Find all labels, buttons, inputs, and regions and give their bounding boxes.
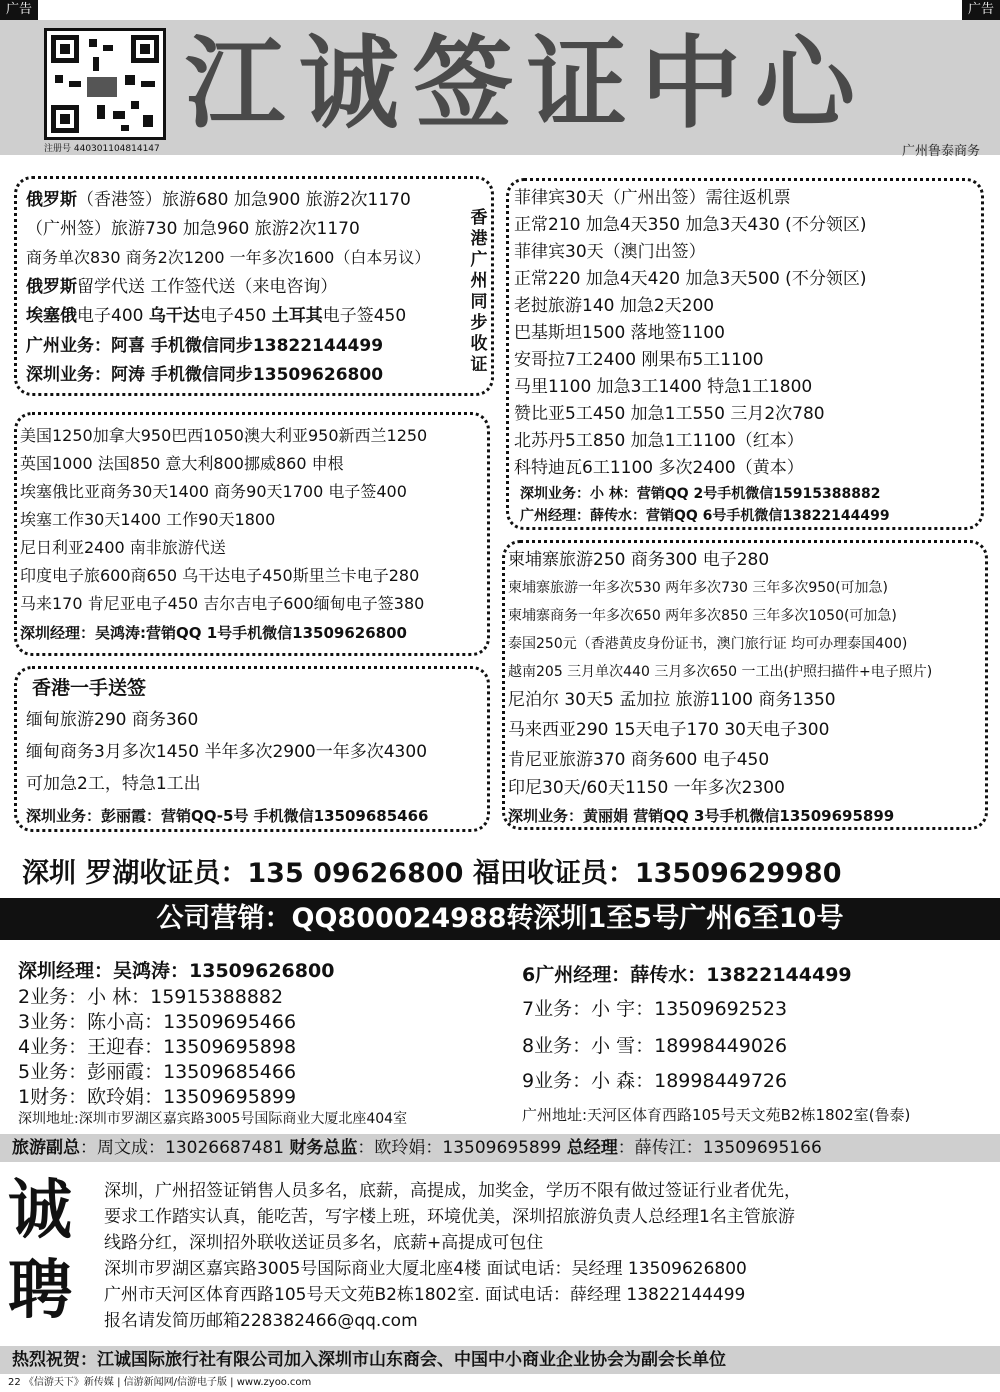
page-subtitle: 广州鲁泰商务 xyxy=(901,144,980,159)
qr-code-icon xyxy=(44,28,166,140)
sz-staff-item: 5业务：彭丽霞：13509685466 xyxy=(18,1061,297,1083)
box1-line: （广州签）旅游730 加急960 旅游2次1170 xyxy=(26,219,360,239)
box4-line: 正常220 加急4天420 加急3天500 (不分领区) xyxy=(514,269,867,289)
box5-line: 肯尼亚旅游370 商务600 电子450 xyxy=(508,750,770,770)
box4-line: 赞比亚5工450 加急1工550 三月2次780 xyxy=(514,404,825,424)
sz-staff-item: 4业务：王迎春：13509695898 xyxy=(18,1036,297,1058)
recruit-char-2: 聘 xyxy=(8,1254,72,1328)
collectors-line: 深圳 罗湖收证员：135 09626800 福田收证员：13509629980 xyxy=(22,858,842,889)
visa-list-box xyxy=(14,412,490,656)
box4-line: 正常210 加急4天350 加急3天430 (不分领区) xyxy=(514,215,867,235)
gz-staff-item: 9业务：小 森：18998449726 xyxy=(522,1070,788,1092)
exec-line: 旅游副总：周文成：13026687481 财务总监：欧玲娟：13509695899 总经理：薛传江：13509695166 xyxy=(12,1138,822,1158)
box1-line: 俄罗斯（香港签）旅游680 加急900 旅游2次1170 xyxy=(26,190,411,210)
box1-line: 俄罗斯留学代送 工作签代送（来电咨询） xyxy=(26,277,338,297)
box4-line: 马里1100 加急3工1400 特急1工1800 xyxy=(514,377,813,397)
recruit-email: 报名请发简历邮箱228382466@qq.com xyxy=(104,1311,418,1331)
box3-line: 缅甸旅游290 商务360 xyxy=(26,710,199,730)
congrats-line: 热烈祝贺：江诚国际旅行社有限公司加入深圳市山东商会、中国中小商业企业协会为副会长单位 xyxy=(12,1350,726,1370)
box5-line: 柬埔寨商务一年多次650 两年多次850 三年多次1050(可加急) xyxy=(508,608,897,624)
box1-contact-shenzhen: 深圳业务：阿涛 手机微信同步13509626800 xyxy=(26,365,384,385)
box4-line: 科特迪瓦6工1100 多次2400（黄本） xyxy=(514,458,804,478)
box5-line: 越南205 三月单次440 三月多次650 一工出(护照扫描件+电子照片) xyxy=(508,664,933,680)
box4-line: 巴基斯坦1500 落地签1100 xyxy=(514,323,725,343)
box5-line: 印尼30天/60天1150 一年多次2300 xyxy=(508,778,785,798)
ad-label-left: 广告 xyxy=(0,0,38,20)
sz-staff-item: 1财务：欧玲娟：13509695899 xyxy=(18,1086,297,1108)
box2-line: 尼日利亚2400 南非旅游代送 xyxy=(20,538,226,557)
registration-number: 注册号 440301104814147 xyxy=(44,144,160,154)
footer: 22 《信游天下》新传媒 | 信游新闻网/信游电子版 | www.zyoo.com xyxy=(8,1377,312,1388)
gz-staff-item: 8业务：小 雪：18998449026 xyxy=(522,1035,788,1057)
box4-line: 菲律宾30天（澳门出签） xyxy=(514,242,706,262)
box4-line: 菲律宾30天（广州出签）需往返机票 xyxy=(514,188,791,208)
box1-line: 埃塞俄电子400 乌干达电子450 土耳其电子签450 xyxy=(26,306,407,326)
box2-line: 美国1250加拿大950巴西1050澳大利亚950新西兰1250 xyxy=(20,426,428,445)
box3-heading: 香港一手送签 xyxy=(32,677,147,699)
sz-staff-item: 2业务：小 林：15915388882 xyxy=(18,986,284,1008)
sz-manager: 深圳经理：吴鸿涛：13509626800 xyxy=(18,960,335,982)
qq-line: 公司营销：QQ800024988转深圳1至5号广州6至10号 xyxy=(156,903,844,934)
box4-line: 北苏丹5工850 加急1工1100（红本） xyxy=(514,431,804,451)
box2-line: 印度电子旅600商650 乌干达电子450斯里兰卡电子280 xyxy=(20,566,420,585)
box5-line: 柬埔寨旅游250 商务300 电子280 xyxy=(508,550,770,570)
box1-contact-guangzhou: 广州业务：阿喜 手机微信同步13822144499 xyxy=(26,336,384,356)
box5-line: 柬埔寨旅游一年多次530 两年多次730 三年多次950(可加急) xyxy=(508,580,888,596)
recruit-line: 深圳，广州招签证销售人员多名，底薪，高提成，加奖金，学历不限有做过签证行业者优先， xyxy=(104,1181,801,1201)
box5-line: 泰国250元（香港黄皮身份证书，澳门旅行证 均可办理泰国400) xyxy=(508,636,908,652)
box4-contact-shenzhen: 深圳业务：小 林：营销QQ 2号手机微信15915388882 xyxy=(520,486,881,502)
box3-line: 可加急2工，特急1工出 xyxy=(26,774,201,794)
box2-line: 英国1000 法国850 意大利800挪威860 申根 xyxy=(20,454,344,473)
box1-line: 商务单次830 商务2次1200 一年多次1600（白本另议） xyxy=(26,248,431,267)
box4-contact-guangzhou: 广州经理：薛传水：营销QQ 6号手机微信13822144499 xyxy=(520,508,890,524)
sz-staff-item: 3业务：陈小高：13509695466 xyxy=(18,1011,297,1033)
recruit-char-1: 诚 xyxy=(8,1174,72,1248)
box5-line: 尼泊尔 30天5 孟加拉 旅游1100 商务1350 xyxy=(508,690,836,710)
box3-contact: 深圳业务：彭丽霞：营销QQ-5号 手机微信13509685466 xyxy=(26,807,429,825)
box5-contact: 深圳业务：黄丽娟 营销QQ 3号手机微信13509695899 xyxy=(508,807,895,825)
box3-line: 缅甸商务3月多次1450 半年多次2900一年多次4300 xyxy=(26,742,428,762)
gz-staff-item: 7业务：小 宇：13509692523 xyxy=(522,998,788,1020)
box2-line: 埃塞工作30天1400 工作90天1800 xyxy=(20,510,276,529)
recruit-line: 广州市天河区体育西路105号天文苑B2栋1802室. 面试电话：薛经理 13822144499 xyxy=(104,1285,746,1305)
box2-line: 马来170 肯尼亚电子450 吉尔吉电子600缅甸电子签380 xyxy=(20,594,425,613)
gz-address: 广州地址:天河区体育西路105号天文苑B2栋1802室(鲁泰) xyxy=(522,1106,911,1124)
recruit-line: 要求工作踏实认真，能吃苦，写字楼上班，环境优美，深圳招旅游负责人总经理1名主管旅游 xyxy=(104,1207,795,1227)
sz-address: 深圳地址:深圳市罗湖区嘉宾路3005号国际商业大厦北座404室 xyxy=(18,1111,408,1127)
vertical-note: 香港广州同步收证 xyxy=(470,208,488,375)
box4-line: 老挝旅游140 加急2天200 xyxy=(514,296,715,316)
gz-manager: 6广州经理：薛传水：13822144499 xyxy=(522,964,852,986)
box4-line: 安哥拉7工2400 刚果布5工1100 xyxy=(514,350,764,370)
box2-line: 埃塞俄比亚商务30天1400 商务90天1700 电子签400 xyxy=(20,482,407,501)
page-title: 江诚签证中心 xyxy=(185,25,869,142)
ad-label-right: 广告 xyxy=(962,0,1000,20)
box5-line: 马来西亚290 15天电子170 30天电子300 xyxy=(508,720,830,740)
recruit-line: 线路分红，深圳招外联收送证员多名，底薪+高提成可包住 xyxy=(104,1233,544,1253)
box2-contact: 深圳经理：吴鸿涛:营销QQ 1号手机微信13509626800 xyxy=(20,624,407,642)
recruit-line: 深圳市罗湖区嘉宾路3005号国际商业大厦北座4楼 面试电话：吴经理 13509626800 xyxy=(104,1259,747,1279)
